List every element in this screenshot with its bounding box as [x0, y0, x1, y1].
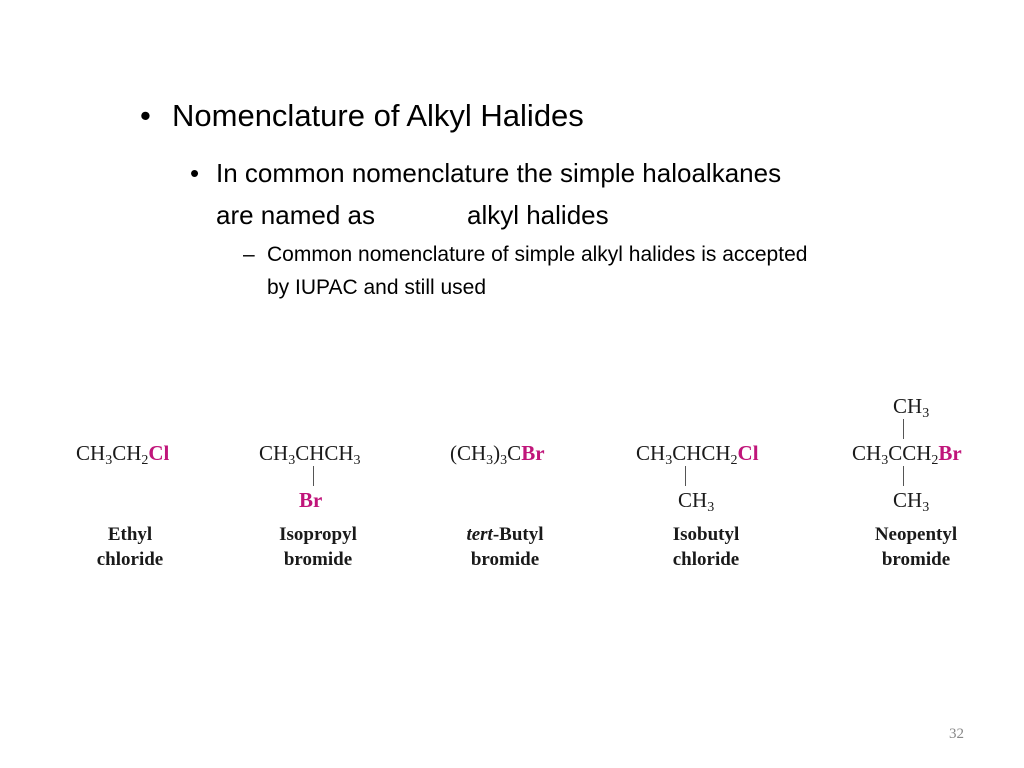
compound-name-ethyl-chloride: Ethyl chloride	[96, 524, 164, 570]
compound-name-isobutyl-chloride: Isobutyl chloride	[672, 524, 740, 570]
bond-line	[903, 419, 904, 439]
formula-isopropyl-bromide: $CH_3CHCH_3$	[259, 441, 361, 468]
formula-isobutyl-chloride: $CH_3CHCH_2Cl$	[636, 441, 759, 468]
compound-name-isopropyl-bromide: Isopropyl bromide	[279, 524, 357, 570]
compound-name-neopentyl-bromide: Neopentyl bromide	[874, 524, 958, 570]
dash-marker: –	[243, 243, 255, 266]
page-number: 32	[949, 726, 964, 742]
compound-name-tert-butyl-bromide: tert-Butyl bromide	[466, 524, 544, 570]
branch-methyl-bottom: $CH_3$	[893, 488, 930, 515]
slide-heading: Nomenclature of Alkyl Halides	[172, 98, 584, 133]
formula-ethyl-chloride: $CH_3CH_2Cl$	[76, 441, 170, 468]
bullet-3-line-2: by IUPAC and still used	[267, 276, 487, 299]
branch-bromine: Br	[299, 488, 323, 512]
bullet-marker: •	[140, 98, 151, 133]
formula-tert-butyl-bromide: $(CH_3)_3CBr$	[450, 441, 545, 468]
branch-methyl: $CH_3$	[678, 488, 715, 515]
bond-line	[903, 466, 904, 486]
bond-line	[313, 466, 314, 486]
bullet-2-line-2	[216, 194, 609, 236]
bullet-2-text-b: alkyl halides	[466, 200, 609, 230]
bullet-marker: •	[190, 158, 200, 188]
bullet-2-text-a: are named as	[216, 200, 375, 230]
bullet-2-line-1: In common nomenclature the simple haloalkanes	[216, 158, 782, 188]
bond-line	[685, 466, 686, 486]
branch-methyl-top: $CH_3$	[893, 394, 930, 421]
bullet-3-line-1: Common nomenclature of simple alkyl halides is accepted	[267, 243, 808, 266]
formula-neopentyl-bromide: $CH_3CCH_2Br$	[852, 441, 962, 468]
